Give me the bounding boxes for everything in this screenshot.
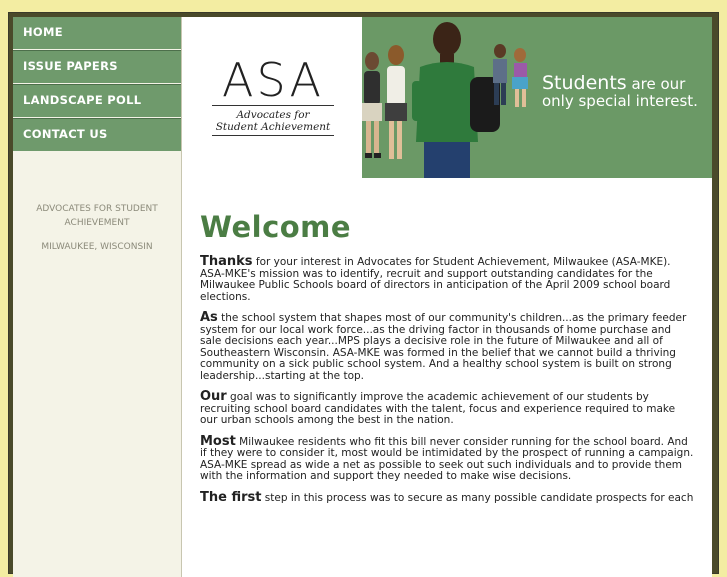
paragraph-1 <box>200 256 694 303</box>
student-figure-boy-center <box>412 22 500 178</box>
student-figure-girl-left <box>362 52 382 158</box>
sidebar <box>13 17 182 577</box>
paragraph-text: goal was to significantly improve the academic achievement of our students by recruiting school board candidates with the talent, focus and experience required to make our urban schools among the best in the nation. <box>200 391 676 426</box>
paragraph-text: step in this process was to secure as many possible candidate prospects for each <box>261 491 694 504</box>
header-banner <box>182 17 712 178</box>
page-title: Welcome <box>200 210 352 244</box>
student-figure-girl-2 <box>385 45 407 159</box>
paragraph-lead: Most <box>200 433 236 449</box>
paragraph-lead: As <box>200 310 218 325</box>
banner-tagline <box>542 72 712 110</box>
sidebar-info <box>13 202 181 254</box>
paragraph-4 <box>200 433 694 483</box>
logo-subtitle-1: Advocates for <box>236 109 310 121</box>
main-nav <box>13 17 181 152</box>
nav-issue-papers[interactable]: ISSUE PAPERS <box>13 50 181 84</box>
asa-logo <box>212 55 334 136</box>
sidebar-org-name: ADVOCATES FOR STUDENT ACHIEVEMENT <box>36 204 158 228</box>
paragraph-lead: Thanks <box>200 254 253 269</box>
paragraph-text: the school system that shapes most of our community's children...as the primary feeder system for our local work force...as the driving factor in thousands of home purchase and sale decisions each year...MPS plays a decisive role in the future of Milwaukee and all of Southeastern Wisconsin. ASA-MKE was formed in the belief that we cannot build a thriving community on a sick public school system. And a healthy school system is built on strong leadership...starting at the top. <box>200 312 687 382</box>
article <box>182 178 712 504</box>
sidebar-location: MILWAUKEE, WISCONSIN <box>41 242 153 252</box>
tagline-line2: only special interest. <box>542 92 698 110</box>
nav-contact-us[interactable]: CONTACT US <box>13 118 181 152</box>
paragraph-3 <box>200 391 694 427</box>
paragraph-2 <box>200 312 694 382</box>
paragraph-lead: The first <box>200 489 262 505</box>
paragraph-text: Milwaukee residents who fit this bill never consider running for the school board. And if they were to consider it, most would be intimidated by the prospect of running a campaign. ASA-MKE spread as wide a net as possible to seek out such individuals and to provide them with the information and support they needed to make wise decisions. <box>200 435 694 482</box>
logo-subtitle-2: Student Achievement <box>212 121 334 136</box>
paragraph-lead: Our <box>200 389 227 404</box>
main-content <box>182 17 712 577</box>
students-photo <box>332 17 532 178</box>
paragraph-5 <box>200 489 694 505</box>
tagline-big-word: Students <box>542 72 627 94</box>
tagline-line1-rest: are our <box>626 75 686 93</box>
paragraph-text: for your interest in Advocates for Student Achievement, Milwaukee (ASA-MKE). ASA-MKE's mission was to identify, recruit and support outstanding candidates for the Milwaukee Public Schools board of directors in anticipation of the April 2009 school board elections. <box>200 256 671 303</box>
student-figure-girl-right <box>512 48 528 107</box>
logo-letters: ASA <box>212 55 334 106</box>
nav-home[interactable]: HOME <box>13 17 181 50</box>
nav-landscape-poll[interactable]: LANDSCAPE POLL <box>13 84 181 118</box>
